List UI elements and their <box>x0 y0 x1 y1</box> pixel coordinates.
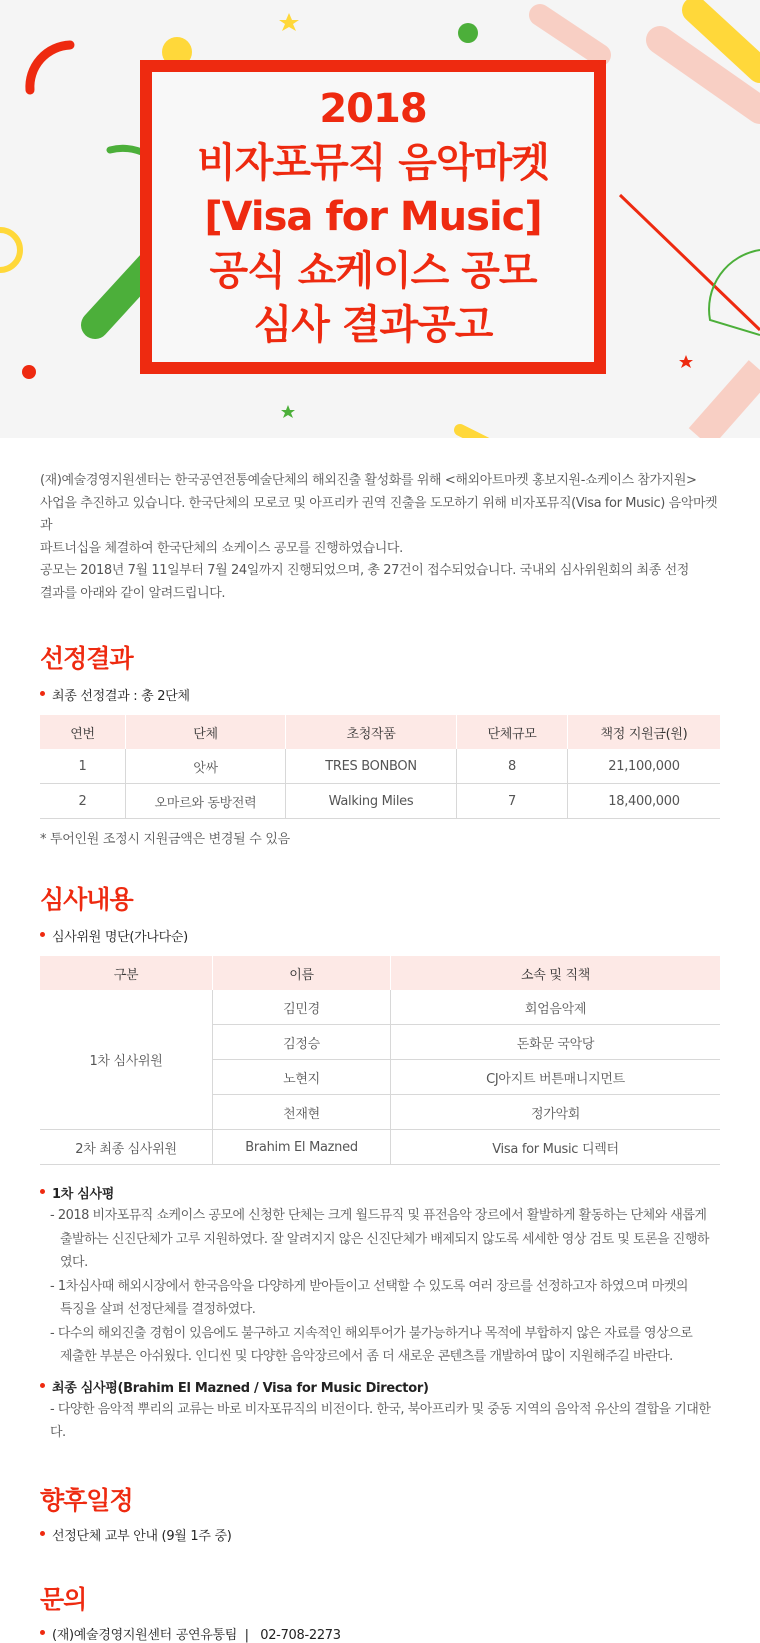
table-cell: Walking Miles <box>286 784 457 819</box>
pink-bar-shape <box>540 15 600 55</box>
selection-bullet: 최종 선정결과 : 총 2단체 <box>40 685 720 704</box>
first-review-line: 출발하는 신진단체가 고루 지원하였다. 잘 알려지지 않은 신진단체가 배제되지 않도록 세세한 영상 검토 및 토론을 진행하였다. <box>60 1231 709 1270</box>
first-review-line: 제출한 부분은 아쉬웠다. 인디씬 및 다양한 음악장르에서 좀 더 새로운 콘텐츠를 개발하여 많이 지원해주길 바란다. <box>60 1349 673 1364</box>
table-cell: Brahim El Mazned <box>213 1130 391 1165</box>
table-row <box>40 990 720 1025</box>
intro-line: 사업을 추진하고 있습니다. 한국단체의 모로코 및 아프리카 권역 진출을 도모하기 위해 비자포뮤직(Visa for Music) 음악마켓과 <box>40 495 718 533</box>
intro-line: (재)예술경영지원센터는 한국공연전통예술단체의 해외진출 활성화를 위해 <해외아트마켓 홍보지원-쇼케이스 참가지원> <box>40 473 697 488</box>
red-arc-shape <box>30 45 70 90</box>
green-star-icon <box>281 405 295 418</box>
red-star-icon <box>679 355 693 368</box>
table-row <box>40 1130 720 1165</box>
intro-paragraph <box>40 470 720 605</box>
main-content <box>0 470 760 1643</box>
header-cell: 단체 <box>126 715 286 749</box>
table-row <box>40 784 720 819</box>
table-cell: 돈화문 국악당 <box>391 1025 721 1060</box>
header-cell: 소속 및 직책 <box>391 956 721 990</box>
group-cell: 1차 심사위원 <box>40 990 213 1130</box>
green-dot-shape <box>458 23 478 43</box>
group-cell: 2차 최종 심사위원 <box>40 1130 213 1165</box>
red-line-shape <box>620 195 760 330</box>
title-line-english: [Visa for Music] <box>204 194 542 240</box>
final-review-line: - 다양한 음악적 뿌리의 교류는 바로 비자포뮤직의 비전이다. 한국, 북아프리카 및 중동 지역의 음악적 유산의 결합을 기대한다. <box>50 1401 711 1440</box>
selection-note: * 투어인원 조정시 지원금액은 변경될 수 있음 <box>40 832 290 847</box>
intro-line: 파트너십을 체결하여 한국단체의 쇼케이스 공모를 진행하였습니다. <box>40 540 403 556</box>
table-cell: TRES BONBON <box>286 749 457 784</box>
intro-line: 공모는 2018년 7월 11일부터 7월 24일까지 진행되었으며, 총 27건이 접수되었습니다. 국내외 심사위원회의 최종 선정 <box>40 563 689 578</box>
yellow-star-icon <box>279 13 299 31</box>
review-bullet: 심사위원 명단(가나다순) <box>40 926 720 945</box>
final-review-title: 최종 심사평(Brahim El Mazned / Visa for Music Director) <box>40 1377 720 1396</box>
judges-table <box>40 956 720 1165</box>
first-review-line: - 2018 비자포뮤직 쇼케이스 공모에 신청한 단체는 크게 월드뮤직 및 퓨전음악 장르에서 활발하게 활동하는 단체와 새롭게 <box>50 1208 707 1223</box>
contact-title: 문의 <box>40 1584 87 1614</box>
title-line-year: 2018 <box>319 86 427 132</box>
contact-bullet: (재)예술경영지원센터 공연유통팀 | 02-708-2273 <box>40 1624 720 1643</box>
pink-corner-shape <box>700 370 760 438</box>
first-review-line: - 다수의 해외진출 경험이 있음에도 불구하고 지속적인 해외투어가 불가능하거나 목적에 부합하지 않은 자료를 영상으로 <box>50 1325 693 1341</box>
intro-line: 결과를 아래와 같이 알려드립니다. <box>40 585 226 601</box>
table-cell: 노현지 <box>213 1060 391 1095</box>
schedule-title: 향후일정 <box>40 1485 133 1515</box>
review-comments <box>40 1183 720 1445</box>
first-review-line: - 1차심사때 해외시장에서 한국음악을 다양하게 받아들이고 선택할 수 있도록 여러 장르를 선정하고자 하였으며 마켓의 <box>50 1278 688 1294</box>
selection-header-row <box>40 715 720 749</box>
title-line-result: 심사 결과공고 <box>253 302 493 348</box>
header-cell: 단체규모 <box>457 715 568 749</box>
review-title: 심사내용 <box>40 885 133 914</box>
table-cell: 오마르와 동방전력 <box>126 784 286 819</box>
table-cell: CJ아지트 버튼매니지먼트 <box>391 1060 721 1095</box>
table-cell: 21,100,000 <box>568 749 721 784</box>
header-cell: 책정 지원금(원) <box>568 715 721 749</box>
table-row <box>40 749 720 784</box>
judges-header-row <box>40 956 720 990</box>
table-cell: 8 <box>457 749 568 784</box>
table-cell: 김정승 <box>213 1025 391 1060</box>
table-cell: 7 <box>457 784 568 819</box>
table-cell: 1 <box>40 749 126 784</box>
selection-title: 선정결과 <box>40 644 133 673</box>
yellow-small-bar-shape <box>460 430 490 438</box>
table-cell: 김민경 <box>213 990 391 1025</box>
header-cell: 이름 <box>213 956 391 990</box>
red-dot-shape <box>22 365 36 379</box>
schedule-bullet: 선정단체 교부 안내 (9월 1주 중) <box>40 1525 720 1544</box>
selection-table <box>40 715 720 819</box>
table-cell: Visa for Music 디렉터 <box>391 1130 721 1165</box>
table-cell: 정가악회 <box>391 1095 721 1130</box>
title-frame <box>140 60 606 374</box>
first-review-title: 1차 심사평 <box>40 1183 720 1202</box>
first-review-line: 특징을 살펴 선정단체를 결정하였다. <box>60 1302 256 1317</box>
yellow-ring-shape <box>0 230 20 270</box>
table-cell: 2 <box>40 784 126 819</box>
header-cell: 초청작품 <box>286 715 457 749</box>
table-cell: 회엄음악제 <box>391 990 721 1025</box>
title-line-showcase: 공식 쇼케이스 공모 <box>209 248 537 294</box>
header-cell: 구분 <box>40 956 213 990</box>
header-cell: 연번 <box>40 715 126 749</box>
hero-banner <box>0 0 760 438</box>
table-cell: 앗싸 <box>126 749 286 784</box>
table-cell: 천재현 <box>213 1095 391 1130</box>
table-cell: 18,400,000 <box>568 784 721 819</box>
title-line-market: 비자포뮤직 음악마켓 <box>197 140 549 186</box>
